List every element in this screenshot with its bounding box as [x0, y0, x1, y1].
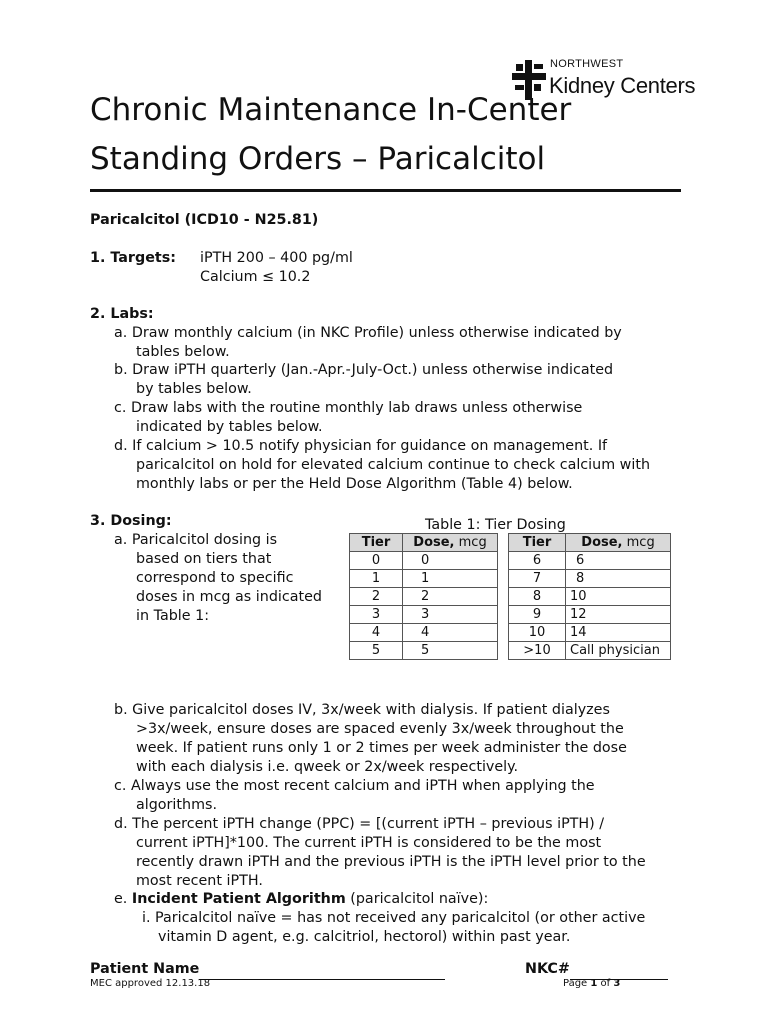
page-number: Page 1 of 3 [563, 978, 621, 989]
labs-line: paricalcitol on hold for elevated calcium continue to check calcium with [136, 457, 651, 473]
dose-cell: 8 [566, 570, 671, 588]
labs-line: tables below. [136, 344, 230, 360]
targets-ipth: iPTH 200 – 400 pg/ml [200, 250, 353, 266]
table-row [350, 606, 671, 624]
approval-date: MEC approved 12.13.18 [90, 978, 211, 989]
nkc-number-field[interactable]: NKC# [525, 960, 668, 980]
table-caption: Table 1: Tier Dosing [425, 517, 566, 533]
dosing-line: c. Always use the most recent calcium and iPTH when applying the [114, 778, 595, 794]
table-row [350, 570, 671, 588]
tier-cell: 0 [350, 552, 403, 570]
tier-cell: 6 [509, 552, 566, 570]
col-dose: Dose, mcg [566, 534, 671, 552]
page-title-line-2: Standing Orders – Paricalcitol [90, 141, 546, 177]
targets-label: 1. Targets: [90, 250, 176, 266]
patient-name-blank[interactable] [199, 960, 445, 980]
dose-cell: 1 [403, 570, 498, 588]
labs-line: a. Draw monthly calcium (in NKC Profile) unless otherwise indicated by [114, 325, 622, 341]
labs-line: c. Draw labs with the routine monthly lab draws unless otherwise [114, 400, 583, 416]
tier-dosing-table [349, 533, 671, 660]
dosing-line: algorithms. [136, 797, 217, 813]
incident-algorithm-detail: vitamin D agent, e.g. calcitriol, hectorol) within past year. [158, 929, 571, 945]
dosing-line: >3x/week, ensure doses are spaced evenly 3x/week throughout the [136, 721, 624, 737]
labs-line: d. If calcium > 10.5 notify physician for guidance on management. If [114, 438, 608, 454]
table-gap [498, 534, 509, 552]
dosing-a-line: based on tiers that [136, 551, 272, 567]
tier-cell: 5 [350, 642, 403, 660]
table-row [350, 624, 671, 642]
tier-cell: 9 [509, 606, 566, 624]
table-row [350, 552, 671, 570]
dosing-line: b. Give paricalcitol doses IV, 3x/week with dialysis. If patient dialyzes [114, 702, 610, 718]
tier-cell: 4 [350, 624, 403, 642]
dose-cell: 2 [403, 588, 498, 606]
patient-name-field[interactable]: Patient Name [90, 960, 445, 980]
nkc-number-blank[interactable] [570, 960, 668, 980]
dose-cell: 3 [403, 606, 498, 624]
dosing-line: week. If patient runs only 1 or 2 times per week administer the dose [136, 740, 627, 756]
dose-cell: 5 [403, 642, 498, 660]
dosing-a-line: a. Paricalcitol dosing is [114, 532, 278, 548]
labs-line: by tables below. [136, 381, 252, 397]
tier-cell: 3 [350, 606, 403, 624]
dosing-a-line: doses in mcg as indicated [136, 589, 322, 605]
dosing-heading: 3. Dosing: [90, 513, 172, 529]
col-tier: Tier [509, 534, 566, 552]
dose-cell: 0 [403, 552, 498, 570]
dose-cell: 6 [566, 552, 671, 570]
labs-heading: 2. Labs: [90, 306, 154, 322]
tier-cell: 7 [509, 570, 566, 588]
labs-line: indicated by tables below. [136, 419, 323, 435]
dose-cell: 12 [566, 606, 671, 624]
incident-algorithm-detail: i. Paricalcitol naïve = has not received any paricalcitol (or other active [142, 910, 646, 926]
dose-cell: 14 [566, 624, 671, 642]
title-divider [90, 189, 681, 192]
dosing-line: d. The percent iPTH change (PPC) = [(current iPTH – previous iPTH) / [114, 816, 605, 832]
table-header-row [350, 534, 671, 552]
dosing-a-line: in Table 1: [136, 608, 210, 624]
table-row [350, 642, 671, 660]
logo-kidney-centers: Kidney Centers [549, 73, 696, 98]
col-tier: Tier [350, 534, 403, 552]
table-row [350, 588, 671, 606]
tier-cell: >10 [509, 642, 566, 660]
dosing-line: recently drawn iPTH and the previous iPTH is the iPTH level prior to the [136, 854, 646, 870]
tier-cell: 10 [509, 624, 566, 642]
dosing-line: current iPTH]*100. The current iPTH is considered to be the most [136, 835, 602, 851]
tier-cell: 1 [350, 570, 403, 588]
page-title-line-1: Chronic Maintenance In-Center [90, 92, 572, 128]
dosing-line: with each dialysis i.e. qweek or 2x/week respectively. [136, 759, 519, 775]
labs-line: monthly labs or per the Held Dose Algorithm (Table 4) below. [136, 476, 573, 492]
labs-line: b. Draw iPTH quarterly (Jan.-Apr.-July-Oct.) unless otherwise indicated [114, 362, 614, 378]
dosing-a-line: correspond to specific [136, 570, 294, 586]
logo-northwest: NORTHWEST [550, 58, 624, 70]
col-dose: Dose, mcg [403, 534, 498, 552]
dose-cell: 4 [403, 624, 498, 642]
tier-cell: 8 [509, 588, 566, 606]
section-subtitle: Paricalcitol (ICD10 - N25.81) [90, 212, 319, 228]
tier-cell: 2 [350, 588, 403, 606]
targets-calcium: Calcium ≤ 10.2 [200, 269, 311, 285]
incident-algorithm-line: e. Incident Patient Algorithm (paricalcitol naïve): [114, 891, 489, 907]
dose-cell: 10 [566, 588, 671, 606]
dose-cell: Call physician [566, 642, 671, 660]
dosing-line: most recent iPTH. [136, 873, 263, 889]
